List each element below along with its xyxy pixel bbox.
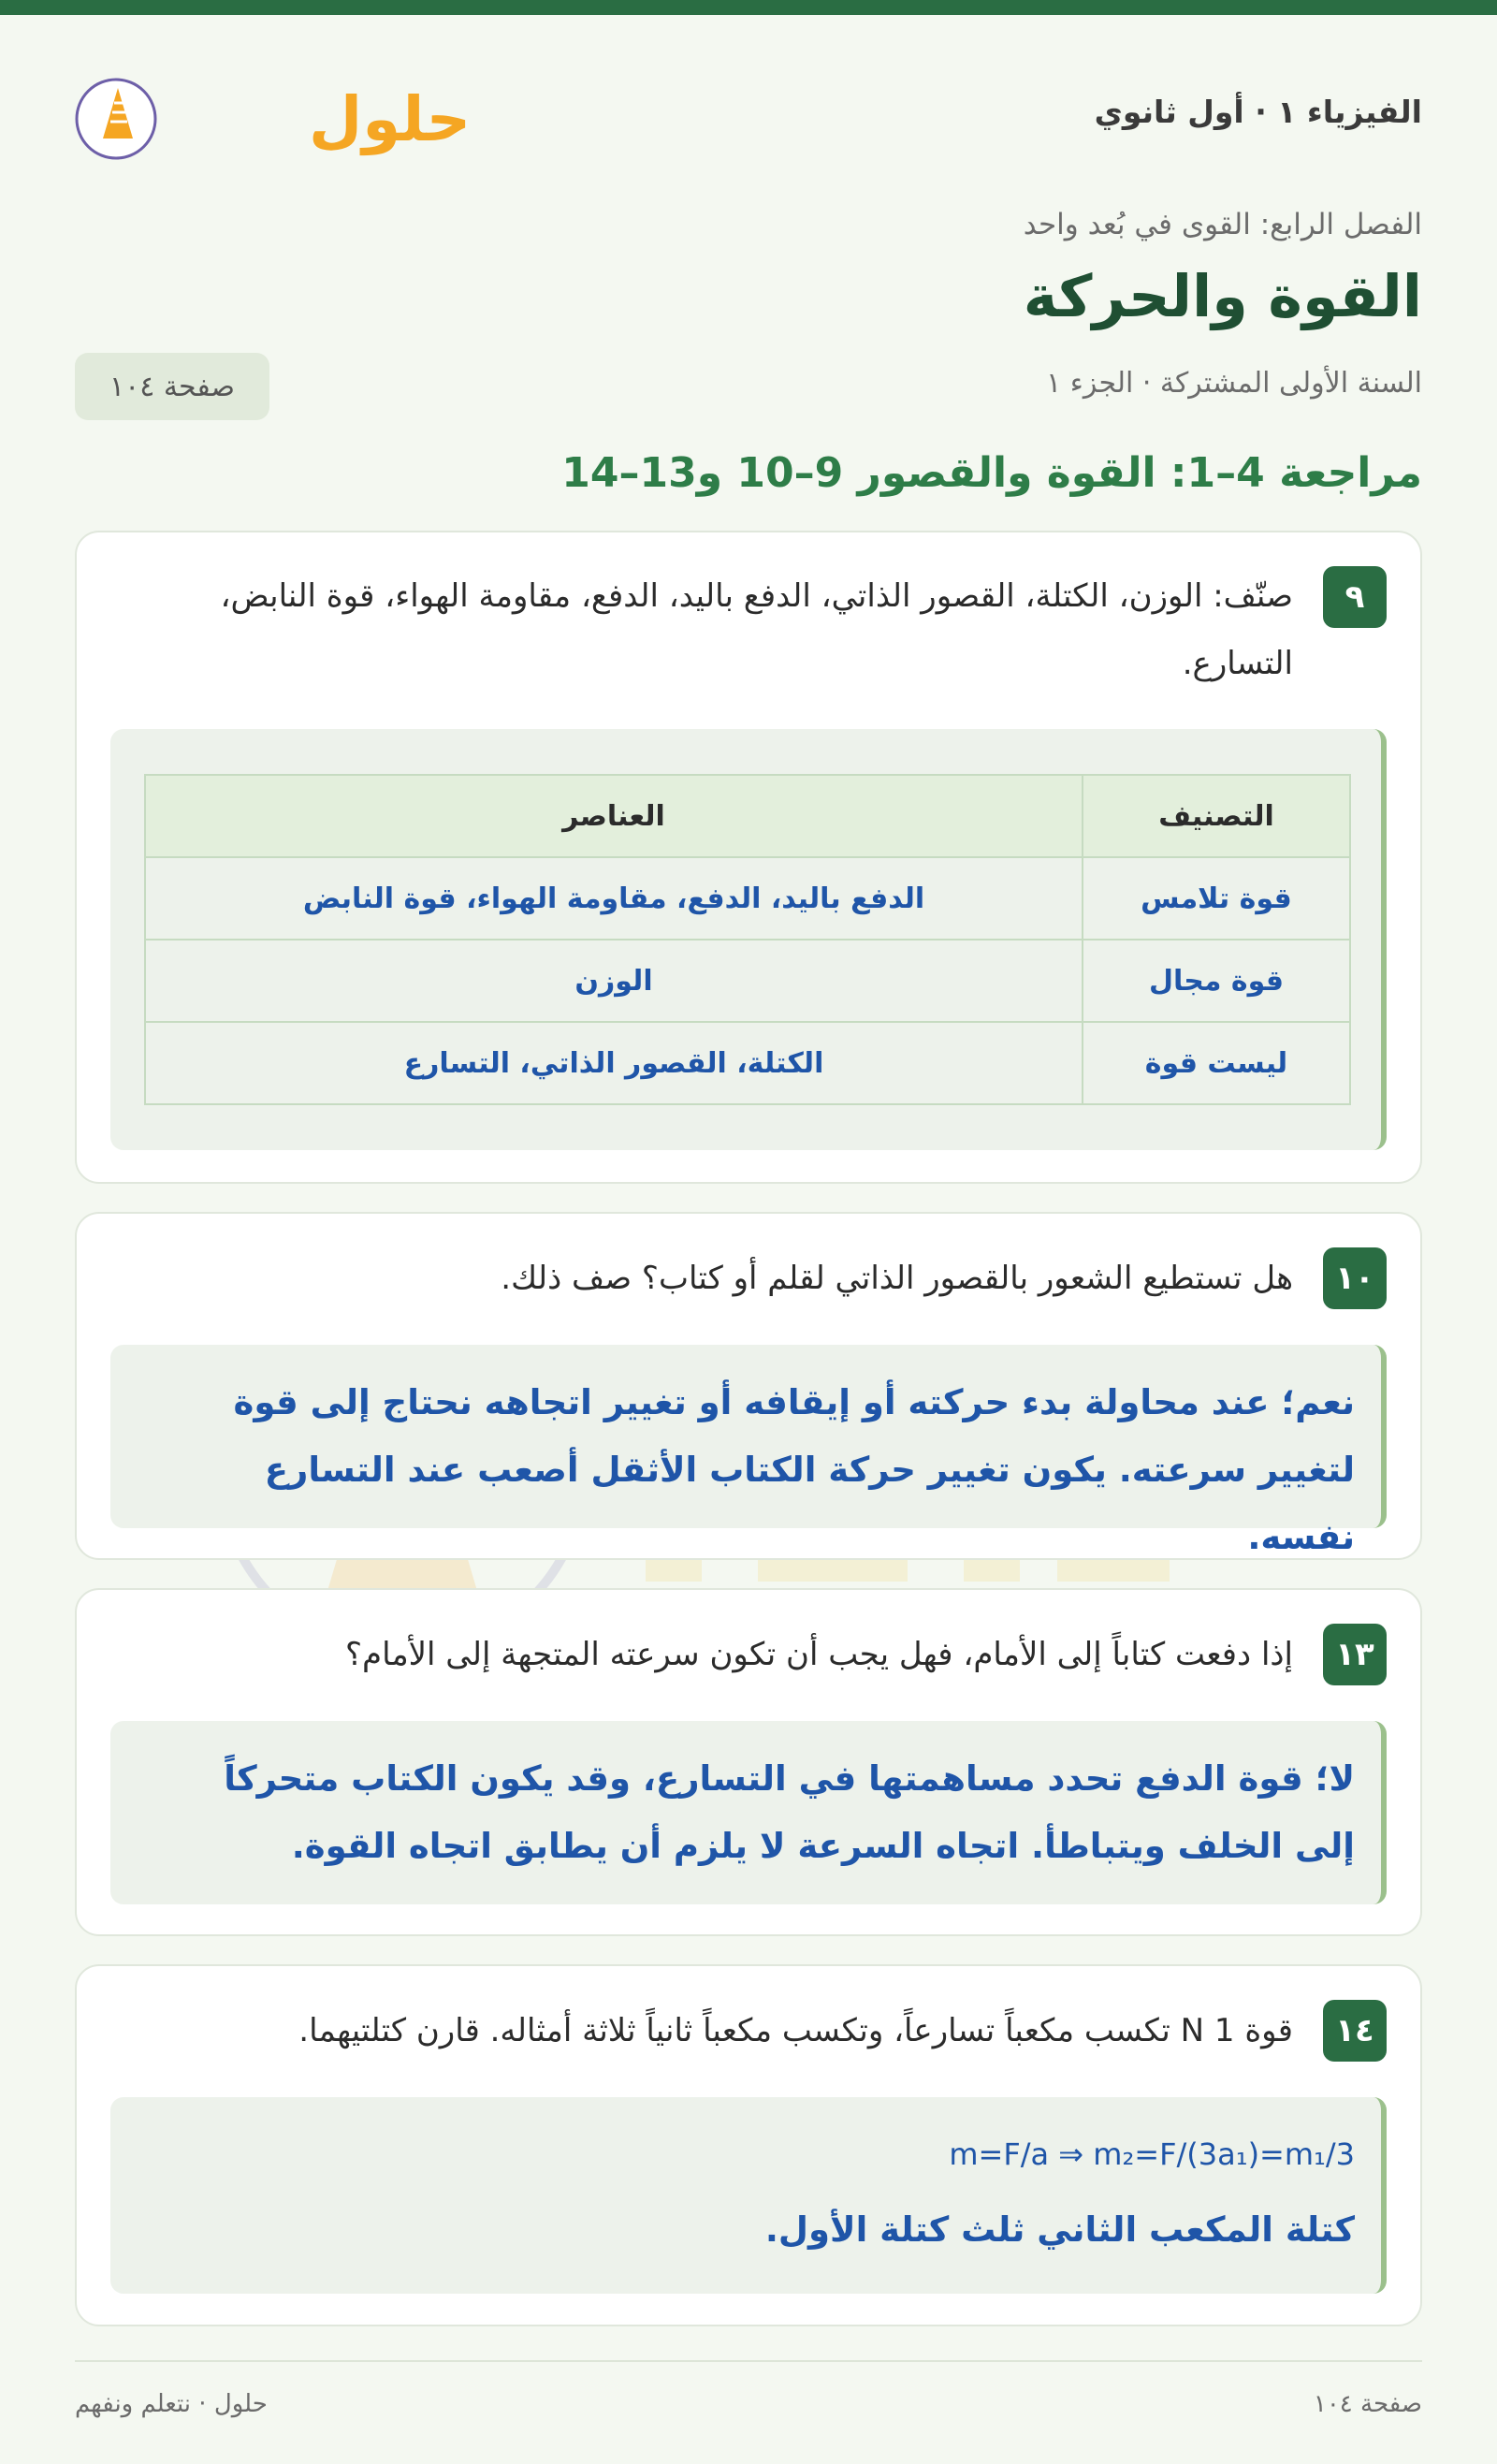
table-header-cell: التصنيف — [1083, 775, 1350, 857]
table-cell: قوة تلامس — [1083, 857, 1350, 940]
classification-table — [144, 774, 1351, 1105]
question-card-9 — [75, 531, 1422, 1184]
answer-box — [110, 1721, 1387, 1904]
answer-box — [110, 2097, 1387, 2294]
table-row — [145, 857, 1350, 940]
answer-box — [110, 1345, 1387, 1557]
question-card-10 — [75, 1212, 1422, 1560]
answer-text: لا؛ قوة الدفع تحدد مساهمتها في التسارع، وقد يكون الكتاب متحركاً إلى الخلف ويتباطأ. اتجاه السرعة لا يلزم أن يطابق اتجاه القوة. — [224, 1758, 1355, 1866]
question-text: هل تستطيع الشعور بالقصور الذاتي لقلم أو كتاب؟ صف ذلك. — [501, 1260, 1293, 1297]
question-number-badge: ٩ — [1323, 566, 1387, 628]
page-header — [75, 56, 1422, 173]
table-cell: الدفع باليد، الدفع، مقاومة الهواء، قوة النابض — [145, 857, 1083, 940]
answer-text: نعم؛ عند محاولة بدء حركته أو إيقافه أو تغيير اتجاهه نحتاج إلى قوة لتغيير سرعته. يكون تغيير حركة الكتاب الأثقل أصعب عند التسارع نفسه. — [233, 1382, 1355, 1557]
book-meta: السنة الأولى المشتركة · الجزء ١ — [1046, 367, 1422, 400]
table-row — [145, 940, 1350, 1022]
footer-divider — [75, 2360, 1422, 2362]
question-text: صنّف: الوزن، الكتلة، القصور الذاتي، الدفع باليد، الدفع، مقاومة الهواء، قوة النابض، التسارع. — [220, 577, 1293, 682]
answer-box — [110, 729, 1387, 1150]
footer-brand: حلول · نتعلم ونفهم — [75, 2390, 268, 2418]
table-header-row — [145, 775, 1350, 857]
question-number-badge: ١٣ — [1323, 1624, 1387, 1685]
table-cell: ليست قوة — [1083, 1022, 1350, 1104]
question-number-badge: ١٠ — [1323, 1247, 1387, 1309]
subject-label: الفيزياء ١ · أول ثانوي — [1094, 94, 1422, 130]
logo-text: حلول — [309, 83, 472, 155]
question-card-14 — [75, 1964, 1422, 2326]
answer-text: كتلة المكعب الثاني ثلث كتلة الأول. — [764, 2209, 1355, 2250]
table-header-cell: العناصر — [145, 775, 1083, 857]
table-cell: الكتلة، القصور الذاتي، التسارع — [145, 1022, 1083, 1104]
table-row — [145, 1022, 1350, 1104]
question-text: قوة 1 N تكسب مكعباً تسارعاً، وتكسب مكعباً ثانياً ثلاثة أمثاله. قارن كتلتيهما. — [298, 2012, 1293, 2049]
table-cell: الوزن — [145, 940, 1083, 1022]
question-text: إذا دفعت كتاباً إلى الأمام، فهل يجب أن تكون سرعته المتجهة إلى الأمام؟ — [344, 1636, 1293, 1673]
table-cell: قوة مجال — [1083, 940, 1350, 1022]
top-accent-bar — [0, 0, 1497, 15]
hulul-logo — [75, 56, 472, 173]
page-number-badge: صفحة ١٠٤ — [75, 353, 269, 420]
question-number-badge: ١٤ — [1323, 2000, 1387, 2062]
formula-text: m=F/a ⇒ m₂=F/(3a₁)=m₁/3 — [949, 2136, 1355, 2172]
page-title: القوة والحركة — [1023, 262, 1422, 330]
footer-page-number: صفحة ١٠٤ — [1313, 2390, 1422, 2418]
section-title: مراجعة 4–1: القوة والقصور 9–10 و13–14 — [561, 449, 1422, 497]
question-card-13 — [75, 1588, 1422, 1936]
chapter-label: الفصل الرابع: القوى في بُعد واحد — [1023, 208, 1422, 241]
